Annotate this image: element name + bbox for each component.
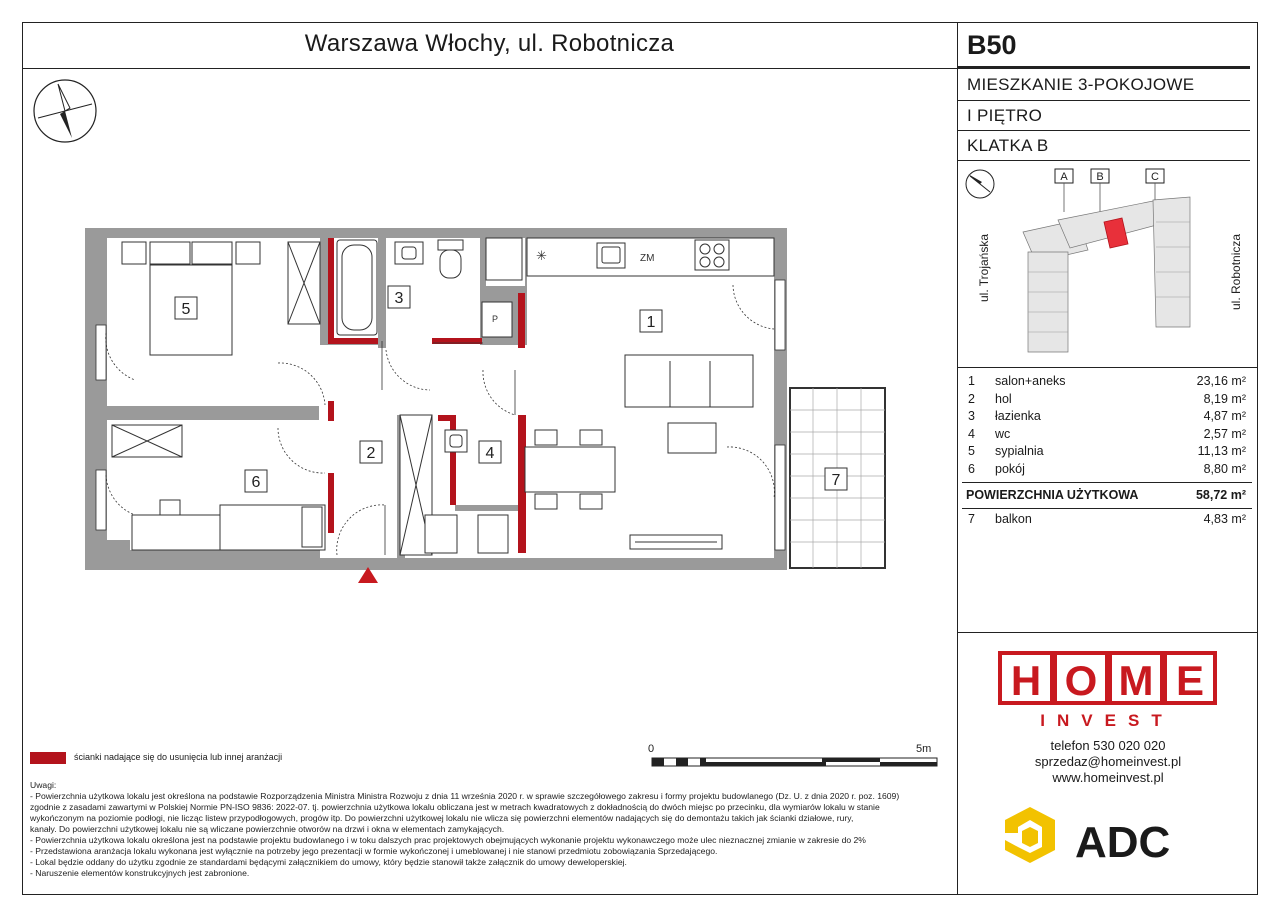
total-area-row: POWIERZCHNIA UŻYTKOWA 58,72 m²	[966, 487, 1246, 502]
notes-line: zgodnie z zasadami zawartymi w Polskiej Normie PN-ISO 9836: 2022-07. tj. powierzchnia użytkowa lokalu obliczana jest w metrach kwadratowych z dokładnością do dwóch miejsc po przecinku, dla wymiarów lokalu w stanie	[30, 802, 880, 812]
title-divider	[22, 68, 957, 69]
apartment-code: B50	[967, 30, 1017, 60]
phone-text: telefon 530 020 020	[1050, 738, 1166, 753]
street-right-label: ul. Robotnicza	[1229, 233, 1243, 310]
notes	[30, 780, 950, 879]
room-number-7: 7	[831, 472, 841, 489]
table-row: 5 sypialnia 11,13 m²	[968, 444, 1246, 459]
table-row: 1 salon+aneks 23,16 m²	[968, 374, 1246, 388]
legend-swatch	[30, 752, 66, 764]
notes-line: Uwagi:	[30, 780, 57, 790]
notes-line: - Powierzchnia użytkowa lokalu określona jest na podstawie projektu budowlanego i w toku dalszych prac projektowych obejmujących wykonanie projektu wykonawczego może ulec nieznacznej zmianie w zakresie do 2%	[30, 835, 866, 845]
fridge-label: ZM	[640, 253, 655, 264]
email-text: sprzedaz@homeinvest.pl	[1034, 754, 1182, 769]
svg-text:M: M	[1118, 657, 1154, 704]
page-title: Warszawa Włochy, ul. Robotnicza	[304, 30, 675, 57]
area-table	[962, 374, 1252, 529]
header-rule	[958, 160, 1250, 161]
legend-text: ścianki nadające się do usunięcia lub innej aranżacji	[74, 752, 283, 762]
adc-wordmark: ADC	[1075, 818, 1171, 867]
svg-text:H: H	[1010, 657, 1042, 704]
notes-line: - Powierzchnia użytkowa lokalu jest określona na podstawie Rozporządzenia Ministra Ministra Rozwoju z dnia 11 września 2020 r. w sprawie szczegółowego zakresu i formy projektu budowlanego (Dz. U. z dnia 2020 r. poz. 1609)	[30, 791, 900, 801]
room-number-1: 1	[646, 314, 656, 331]
svg-text:O: O	[1064, 657, 1098, 704]
home-invest-logo	[995, 650, 1220, 730]
notes-line: - Przedstawiona aranżacja lokalu wykonana jest wyłącznie na potrzeby jego prezentacji w formie wykończonej i umeblowanej i nie stanowi przedmiotu zobowiązania Sprzedającego.	[30, 846, 718, 856]
staircase-c-label: C	[1151, 171, 1159, 183]
room-number-5: 5	[181, 301, 191, 318]
header-rule	[958, 100, 1250, 101]
brand-rule	[958, 632, 1258, 633]
notes-line: - Lokal będzie oddany do użytku zgodnie ze standardami będącymi załącznikiem do umowy, który będzie stanowił także załącznik do umowy deweloperskiej.	[30, 857, 627, 867]
room-number-2: 2	[366, 445, 376, 462]
apartment-type: MIESZKANIE 3-POKOJOWE	[967, 75, 1195, 94]
contact-info	[958, 738, 1258, 786]
notes-line: wykończonym na poziomie podłogi, nie licząc listew przypodłogowych, progów itp. Do powierzchni użytkowej lokalu nie wlicza się powierzchni elementów nadających się do demontażu takich jak ścianki działowe, rury,	[30, 813, 854, 823]
room-number-6: 6	[251, 474, 261, 491]
staircase-a-label: A	[1060, 171, 1068, 183]
table-row: 2 hol 8,19 m²	[968, 391, 1246, 406]
apartment-staircase: KLATKA B	[967, 136, 1049, 155]
shaft-label: P	[492, 314, 499, 324]
svg-text:✳: ✳	[536, 248, 547, 263]
svg-text:E: E	[1175, 657, 1205, 704]
header-rule	[958, 66, 1250, 69]
notes-line: kanały. Do powierzchni użytkowej lokalu nie są wliczane powierzchnie otworów na drzwi i okna w elementach zamykających.	[30, 824, 505, 834]
website-text: www.homeinvest.pl	[1052, 770, 1164, 785]
scale-end: 5m	[916, 743, 932, 755]
room-number-4: 4	[485, 445, 495, 462]
site-rule	[958, 367, 1258, 368]
north-compass-icon	[32, 78, 98, 144]
balcony-row: 7 balkon 4,83 m²	[968, 511, 1246, 526]
apartment-floor: I PIĘTRO	[967, 106, 1043, 125]
table-row: 4 wc 2,57 m²	[968, 426, 1246, 441]
staircase-b-label: B	[1096, 171, 1104, 183]
floor-plan	[70, 215, 900, 605]
adc-logo	[1000, 805, 1220, 875]
notes-line: - Naruszenie elementów konstrukcyjnych jest zabronione.	[30, 868, 250, 878]
site-plan	[958, 162, 1258, 367]
table-row: 3 łazienka 4,87 m²	[968, 409, 1246, 424]
table-row: 6 pokój 8,80 m²	[968, 461, 1246, 476]
room-number-3: 3	[394, 290, 404, 307]
scale-bar	[646, 742, 941, 772]
scale-start: 0	[648, 743, 655, 755]
svg-text:INVEST: INVEST	[1040, 711, 1174, 730]
street-left-label: ul. Trojańska	[977, 233, 991, 302]
header-rule	[958, 130, 1250, 131]
